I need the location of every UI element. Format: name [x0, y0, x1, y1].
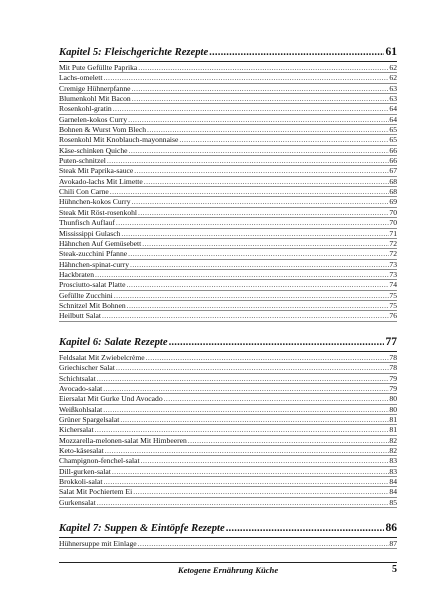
toc-entry-page-number: 67 — [389, 166, 397, 176]
dot-leader — [120, 229, 389, 239]
toc-entry-page-number: 83 — [389, 456, 397, 466]
toc-entry-title: Thunfisch Auflauf — [59, 218, 115, 228]
dot-leader — [133, 166, 389, 176]
toc-entry-page-number: 81 — [389, 415, 397, 425]
toc-entry-title: Hühnersuppe mit Einlage — [59, 539, 137, 548]
toc-entry-title: Kichersalat — [59, 425, 94, 435]
toc-entry[interactable] — [59, 280, 397, 290]
toc-entry[interactable] — [59, 239, 397, 249]
toc-entry-title: Hähnchen Auf Gemüsebett — [59, 238, 142, 248]
toc-entry-page-number: 85 — [389, 497, 397, 507]
toc-entry-page-number: 75 — [389, 290, 397, 300]
toc-entry-page-number: 78 — [389, 363, 397, 373]
dot-leader — [102, 477, 389, 487]
toc-entry-page-number: 66 — [389, 145, 397, 155]
toc-entry[interactable] — [59, 63, 397, 73]
footer-page-number: 5 — [392, 564, 397, 575]
dot-leader — [129, 260, 389, 270]
footer-book-title: Ketogene Ernährung Küche — [177, 565, 279, 575]
toc-entry[interactable] — [59, 394, 397, 404]
toc-entry-page-number: 79 — [389, 384, 397, 394]
toc-entry[interactable] — [59, 260, 397, 270]
toc-entry[interactable] — [59, 197, 397, 207]
dot-leader — [126, 301, 390, 311]
toc-entry-title: Schichtsalat — [59, 373, 96, 383]
toc-entry[interactable] — [59, 291, 397, 301]
dot-leader — [143, 177, 390, 187]
toc-entry[interactable] — [59, 487, 397, 497]
toc-entry-page-number: 72 — [389, 249, 397, 259]
dot-leader — [106, 156, 390, 166]
toc-entry-page-number: 63 — [389, 83, 397, 93]
dot-leader — [137, 63, 389, 73]
dot-leader — [109, 187, 390, 197]
toc-entry[interactable] — [59, 229, 397, 239]
toc-entry[interactable] — [59, 94, 397, 104]
toc-entry-title: Puten-schnitzel — [59, 156, 106, 166]
toc-entry-title: Mississippi Gulasch — [59, 228, 121, 238]
toc-entry-page-number: 84 — [389, 477, 397, 487]
toc-entry[interactable] — [59, 115, 397, 125]
toc-entry[interactable] — [59, 208, 397, 218]
toc-entry-page-number: 66 — [389, 156, 397, 166]
toc-entry-list — [59, 63, 397, 322]
toc-entry-title: Gurkensalat — [59, 497, 96, 507]
toc-entry-title: Rosenkohl-gratin — [59, 104, 112, 114]
toc-entry[interactable] — [59, 146, 397, 156]
toc-entry-title: Rosenkohl Mit Knoblauch-mayonnaise — [59, 135, 179, 145]
toc-entry-title: Griechischer Salat — [59, 363, 115, 373]
dot-leader — [137, 539, 390, 549]
dot-leader — [125, 280, 389, 290]
toc-entry-page-number: 73 — [389, 269, 397, 279]
toc-entry-page-number: 69 — [389, 197, 397, 207]
dot-leader — [140, 456, 390, 466]
toc-entry[interactable] — [59, 425, 397, 435]
dot-leader — [102, 73, 389, 83]
chapter-page-number: 86 — [385, 522, 397, 534]
dot-leader — [131, 94, 390, 104]
toc-entry-page-number: 65 — [389, 125, 397, 135]
toc-entry-title: Heilbutt Salat — [59, 311, 101, 321]
dot-leader — [131, 197, 390, 207]
toc-entry-list — [59, 539, 397, 549]
toc-entry-title: Bohnen & Wurst Vom Blech — [59, 125, 147, 135]
toc-entry-title: Avocado-salat — [59, 384, 103, 394]
toc-entry[interactable] — [59, 384, 397, 394]
dot-leader — [102, 384, 389, 394]
toc-entry-title: Hühnchen-kokos Curry — [59, 197, 131, 207]
toc-entry-page-number: 76 — [389, 311, 397, 321]
toc-entry-page-number: 70 — [389, 218, 397, 228]
toc-entry[interactable] — [59, 353, 397, 363]
toc-entry-page-number: 80 — [389, 404, 397, 414]
toc-entry-title: Blumenkohl Mit Bacon — [59, 94, 131, 104]
toc-entry-page-number: 82 — [389, 435, 397, 445]
dot-leader — [130, 84, 389, 94]
dot-leader — [94, 270, 389, 280]
toc-entry[interactable] — [59, 187, 397, 197]
toc-entry-title: Chili Con Carne — [59, 187, 109, 197]
dot-leader — [113, 291, 390, 301]
toc-entry-title: Eiersalat Mit Gurke Und Avocado — [59, 394, 163, 404]
toc-entry-title: Prosciutto-salat Platte — [59, 280, 126, 290]
toc-entry-page-number: 64 — [389, 114, 397, 124]
toc-entry-page-number: 87 — [389, 539, 397, 548]
toc-entry-title: Hackbraten — [59, 269, 94, 279]
toc-entry-title: Garnelen-kokos Curry — [59, 114, 128, 124]
dot-leader — [127, 115, 389, 125]
toc-entry-title: Steak-zucchini Pfanne — [59, 249, 128, 259]
dot-leader — [146, 125, 389, 135]
toc-entry-title: Käse-schinken Quiche — [59, 145, 128, 155]
dot-leader — [111, 467, 390, 477]
chapter-title: Kapitel 5: Fleischgerichte Rezepte — [59, 47, 209, 58]
toc-entry[interactable] — [59, 436, 397, 446]
toc-entry[interactable] — [59, 270, 397, 280]
chapter-title: Kapitel 7: Suppen & Eintöpfe Rezepte — [59, 523, 225, 534]
dot-leader — [137, 208, 389, 218]
toc-entry-title: Weißkohlsalat — [59, 404, 103, 414]
chapter-heading[interactable] — [59, 335, 397, 349]
toc-entry-page-number: 74 — [389, 280, 397, 290]
toc-entry[interactable] — [59, 539, 397, 549]
toc-entry[interactable] — [59, 311, 397, 321]
toc-entry-title: Lachs-omelett — [59, 73, 103, 83]
dot-leader — [225, 522, 384, 536]
chapter-divider — [59, 537, 397, 538]
toc-entry-page-number: 65 — [389, 135, 397, 145]
toc-entry-page-number: 71 — [389, 228, 397, 238]
dot-leader — [115, 363, 390, 373]
toc-entry[interactable] — [59, 446, 397, 456]
toc-entry[interactable] — [59, 104, 397, 114]
toc-entry[interactable] — [59, 156, 397, 166]
toc-entry-page-number: 80 — [389, 394, 397, 404]
toc-entry[interactable] — [59, 363, 397, 373]
toc-entry-page-number: 73 — [389, 259, 397, 269]
dot-leader — [163, 394, 390, 404]
toc-entry[interactable] — [59, 73, 397, 83]
toc-entry[interactable] — [59, 498, 397, 508]
dot-leader — [208, 46, 383, 60]
toc-entry-title: Schnitzel Mit Bohnen — [59, 300, 126, 310]
toc-entry-title: Avokado-lachs Mit Limette — [59, 176, 143, 186]
dot-leader — [101, 311, 389, 321]
toc-entry-title: Feldsalat Mit Zwiebelcrème — [59, 353, 145, 362]
toc-entry-title: Cremige Hühnerpfanne — [59, 83, 131, 93]
toc-entry[interactable] — [59, 84, 397, 94]
dot-leader — [187, 436, 390, 446]
toc-entry-page-number: 62 — [389, 63, 397, 72]
chapter-divider — [59, 61, 397, 62]
toc-entry[interactable] — [59, 467, 397, 477]
toc-entry-page-number: 68 — [389, 187, 397, 197]
chapter-page-number: 61 — [385, 46, 397, 58]
toc-entry[interactable] — [59, 456, 397, 466]
dot-leader — [115, 218, 390, 228]
toc-entry-title: Gefüllte Zucchini — [59, 290, 113, 300]
toc-entry-title: Mozzarella-melonen-salat Mit Himbeeren — [59, 435, 187, 445]
dot-leader — [145, 353, 390, 363]
toc-entry-title: Grüner Spargelsalat — [59, 415, 120, 425]
toc-entry-title: Brokkoli-salat — [59, 477, 103, 487]
chapter-title: Kapitel 6: Salate Rezepte — [59, 337, 168, 348]
toc-entry-page-number: 63 — [389, 94, 397, 104]
dot-leader — [104, 446, 390, 456]
dot-leader — [128, 146, 390, 156]
toc-entry-title: Steak Mit Röst-rosenkohl — [59, 207, 138, 217]
toc-entry-page-number: 68 — [389, 176, 397, 186]
toc-entry-page-number: 75 — [389, 300, 397, 310]
dot-leader — [127, 249, 389, 259]
toc-chapter-5 — [59, 45, 397, 322]
dot-leader — [119, 415, 389, 425]
toc-entry-title: Steak Mit Paprika-sauce — [59, 166, 134, 176]
toc-entry-title: Dill-gurken-salat — [59, 466, 111, 476]
dot-leader — [96, 374, 390, 384]
chapter-heading[interactable] — [59, 45, 397, 59]
dot-leader — [96, 498, 390, 508]
dot-leader — [168, 336, 384, 350]
toc-entry-page-number: 78 — [389, 353, 397, 362]
toc-entry[interactable] — [59, 374, 397, 384]
toc-entry[interactable] — [59, 415, 397, 425]
page-footer — [59, 562, 397, 579]
toc-chapter-6 — [59, 335, 397, 508]
toc-entry[interactable] — [59, 135, 397, 145]
toc-entry[interactable] — [59, 125, 397, 135]
toc-entry-page-number: 62 — [389, 73, 397, 83]
toc-entry-list — [59, 353, 397, 508]
toc-entry[interactable] — [59, 218, 397, 228]
toc-chapter-7 — [59, 521, 397, 549]
toc-entry-page-number: 83 — [389, 466, 397, 476]
toc-entry-title: Champignon-fenchel-salat — [59, 456, 140, 466]
dot-leader — [178, 135, 389, 145]
toc-entry-page-number: 70 — [389, 207, 397, 217]
chapter-page-number: 77 — [385, 336, 397, 348]
dot-leader — [132, 487, 389, 497]
toc-entry-title: Salat Mit Pochiertem Ei — [59, 487, 133, 497]
toc-entry[interactable] — [59, 166, 397, 176]
toc-entry[interactable] — [59, 477, 397, 487]
toc-entry-page-number: 81 — [389, 425, 397, 435]
dot-leader — [102, 405, 389, 415]
toc-entry-title: Keto-käsesalat — [59, 446, 104, 456]
chapter-divider — [59, 351, 397, 352]
toc-entry-title: Hähnchen-spinat-curry — [59, 259, 130, 269]
toc-entry-page-number: 72 — [389, 238, 397, 248]
dot-leader — [112, 104, 390, 114]
toc-entry[interactable] — [59, 177, 397, 187]
chapter-heading[interactable] — [59, 521, 397, 535]
toc-entry-title: Mit Pute Gefüllte Paprika — [59, 63, 138, 72]
toc-entry[interactable] — [59, 405, 397, 415]
dot-leader — [141, 239, 389, 249]
toc-entry-page-number: 84 — [389, 487, 397, 497]
toc-entry-page-number: 64 — [389, 104, 397, 114]
toc-entry[interactable] — [59, 249, 397, 259]
toc-entry[interactable] — [59, 301, 397, 311]
dot-leader — [94, 425, 390, 435]
toc-entry-page-number: 82 — [389, 446, 397, 456]
toc-entry-page-number: 79 — [389, 373, 397, 383]
